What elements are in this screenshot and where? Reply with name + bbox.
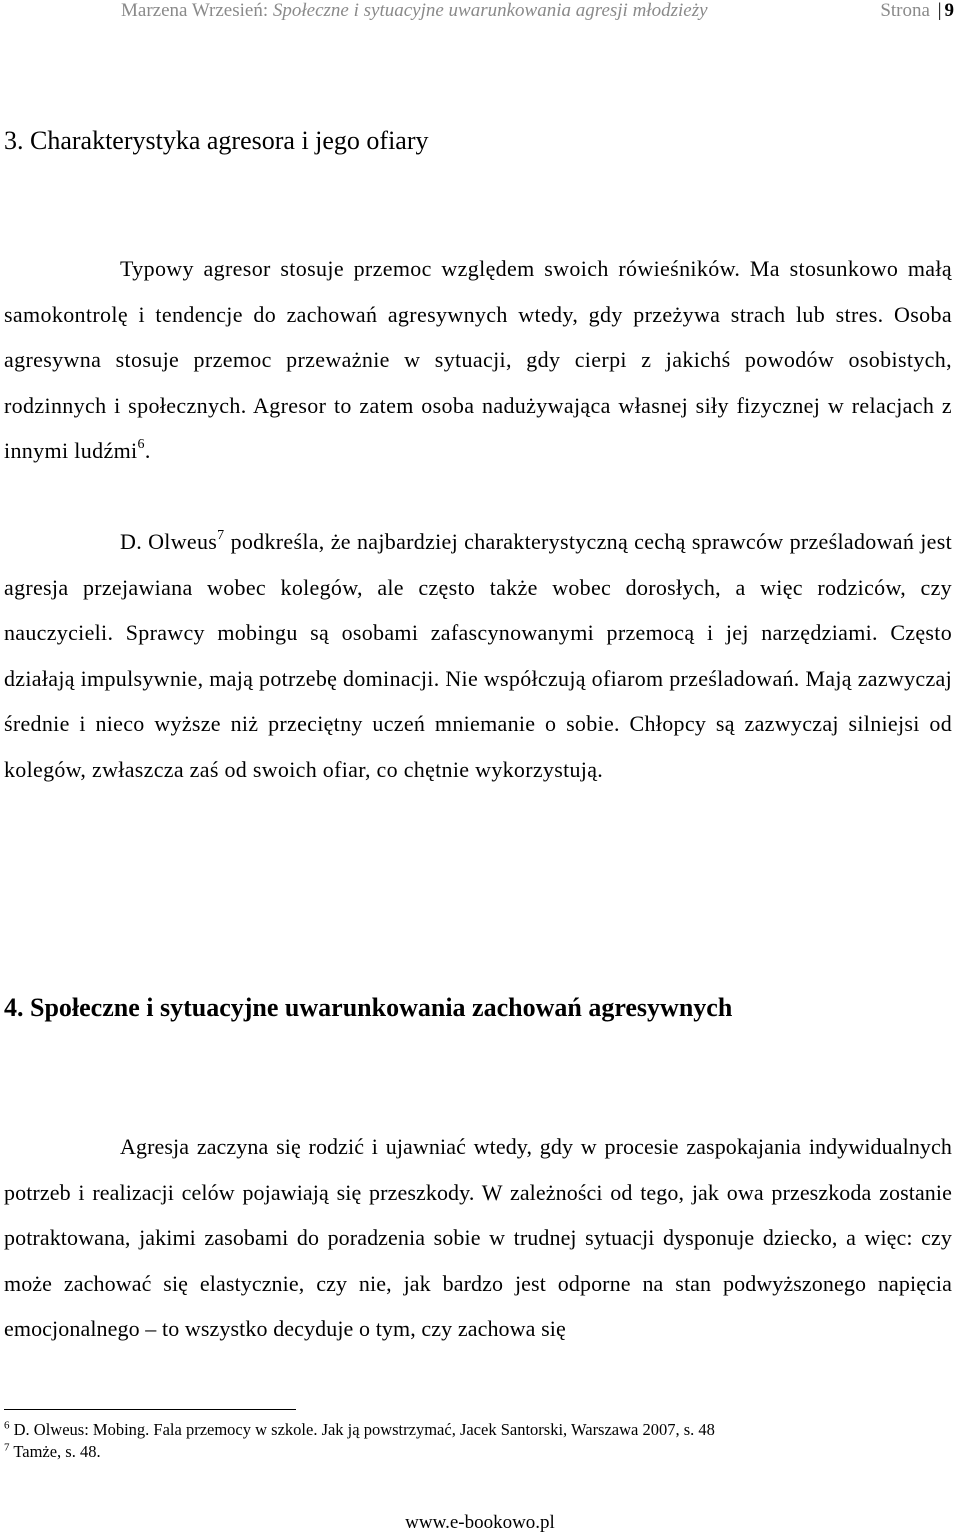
section-heading-3: 3. Charakterystyka agresora i jego ofiary (4, 126, 429, 155)
footnote-ref-6[interactable]: 6 (137, 437, 145, 453)
page-footer (0, 1512, 960, 1534)
footer-url-link[interactable]: www.e-bookowo.pl (405, 1512, 555, 1533)
footnote-text: D. Olweus: Mobing. Fala przemocy w szkole. Jak ją powstrzymać, Jacek Santorski, Warszawa 2007, s. 48 (9, 1420, 715, 1439)
paragraph-olweus-start: D. Olweus (120, 529, 218, 554)
paragraph-aggressor-text: Typowy agresor stosuje przemoc względem swoich rówieśników. Ma stosunkowo małą samokontrolę i tendencje do zachowań agresywnych wtedy, gdy przeżywa strach lub stres. Osoba agresywna stosuje przemoc przeważnie w sytuacji, gdy cierpi z jakichś powodów osobistych, rodzinnych i społecznych. Agresor to zatem osoba nadużywająca własnej siły fizycznej w relacjach z innymi ludźmi (4, 256, 952, 463)
header-separator: : (262, 0, 273, 21)
footnotes (4, 1419, 944, 1463)
footnote-ref-7[interactable]: 7 (217, 528, 225, 544)
paragraph-aggressor-end: . (144, 438, 151, 463)
footnote-6 (4, 1419, 944, 1441)
footnote-number: 7 (4, 1441, 10, 1454)
page-separator-bar: | (937, 0, 942, 21)
footnote-number: 6 (4, 1419, 10, 1432)
footnote-text: Tamże, s. 48. (9, 1442, 101, 1461)
page-number-block (880, 0, 954, 22)
paragraph-olweus (4, 519, 952, 792)
paragraph-aggression-origins-text: Agresja zaczyna się rodzić i ujawniać wtedy, gdy w procesie zaspokajania indywidualnych potrzeb i realizacji celów pojawiają się przeszkody. W zależności od tego, jak owa przeszkoda zostanie potraktowana, jakimi zasobami do poradzenia sobie w trudnej sytuacji dysponuje dziecko, a więc: czy może zachować się elastycznie, czy nie, jak bardzo jest odporne na stan podwyższonego napięcia emocjonalnego – to wszystko decyduje o tym, czy zachowa się (4, 1134, 952, 1341)
footnote-7 (4, 1441, 944, 1463)
running-title (121, 0, 708, 22)
page-number: 9 (944, 0, 954, 21)
section-heading-4: 4. Społeczne i sytuacyjne uwarunkowania zachowań agresywnych (4, 993, 733, 1022)
footnote-separator (4, 1409, 296, 1410)
page-header (0, 0, 960, 26)
paragraph-olweus-text: podkreśla, że najbardziej charakterystyczną cechą sprawców prześladowań jest agresja przejawiana wobec kolegów, ale często także wobec dorosłych, a więc rodziców, czy nauczycieli. Sprawcy mobingu są osobami zafascynowanymi przemocą i jej narzędziami. Często działają impulsywnie, mają potrzebę dominacji. Nie współczują ofiarom prześladowań. Mają zazwyczaj średnie i nieco wyższe niż przeciętny uczeń mniemanie o sobie. Chłopcy są zazwyczaj silniejsi od kolegów, zwłaszcza zaś od swoich ofiar, co chętnie wykorzystują. (4, 529, 952, 782)
header-author: Marzena Wrzesień (121, 0, 263, 21)
paragraph-aggressor (4, 246, 952, 474)
header-book-title: Społeczne i sytuacyjne uwarunkowania agresji młodzieży (272, 0, 708, 21)
paragraph-aggression-origins (4, 1124, 952, 1352)
page-label: Strona (880, 0, 930, 21)
